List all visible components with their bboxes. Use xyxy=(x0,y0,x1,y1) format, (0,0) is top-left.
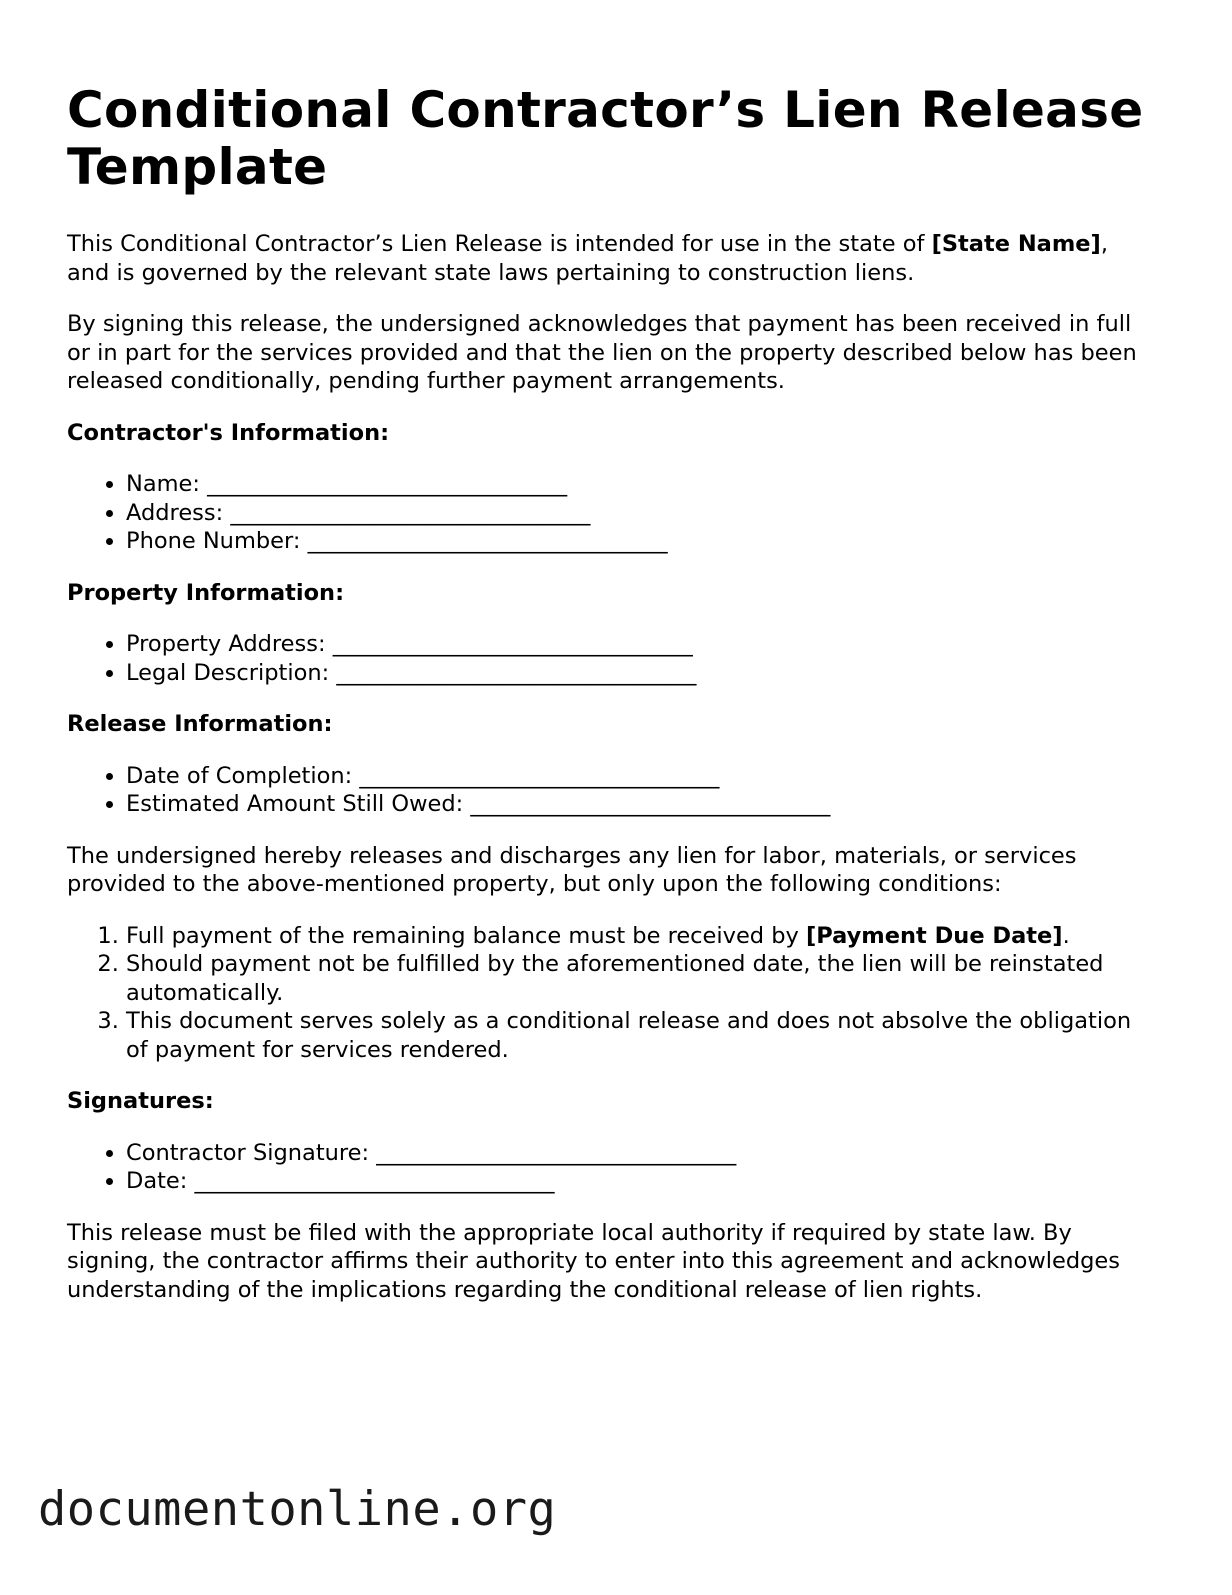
amount-owed-field: • Estimated Amount Still Owed: ________________________________ xyxy=(126,790,1157,819)
site-watermark: documentonline.org xyxy=(38,1482,557,1537)
intro-text-end: , and is governed by the relevant state laws pertaining to construction liens. xyxy=(67,231,1108,286)
completion-date-field: • Date of Completion: ________________________________ xyxy=(126,762,1157,791)
closing-paragraph: This release must be filed with the appropriate local authority if required by state law. By signing, the contractor affirms their authority to enter into this agreement and acknowledges understanding of the implications regarding the conditional release of lien rights. xyxy=(67,1219,1120,1303)
release-statement-paragraph: The undersigned hereby releases and discharges any lien for labor, materials, or services provided to the above-mentioned property, but only upon the following conditions: xyxy=(67,842,1077,897)
condition-1-period: . xyxy=(1062,922,1070,949)
legal-description-field: • Legal Description: ________________________________ xyxy=(126,659,1157,688)
intro-paragraph xyxy=(67,230,1157,287)
document-page xyxy=(67,82,1157,1327)
conditions-list xyxy=(67,922,1157,1065)
acknowledgement-paragraph: By signing this release, the undersigned acknowledges that payment has been received in full or in part for the services provided and that the lien on the property described below has been released conditionally, pending further payment arrangements. xyxy=(67,311,1137,394)
condition-item: 3. This document serves solely as a conditional release and does not absolve the obligation of payment for services rendered. xyxy=(126,1007,1157,1064)
document-title: Conditional Contractor’s Lien Release Template xyxy=(67,81,1144,196)
contractor-name-field: • Name: ________________________________ xyxy=(126,470,1157,499)
property-info-list xyxy=(67,630,1157,687)
signatures-list xyxy=(67,1139,1157,1196)
signature-date-field: • Date: ________________________________ xyxy=(126,1167,1157,1196)
payment-due-date-placeholder: [Payment Due Date] xyxy=(805,922,1063,949)
property-info-heading: Property Information: xyxy=(67,579,345,606)
contractor-phone-field: • Phone Number: ________________________________ xyxy=(126,527,1157,556)
contractor-info-list xyxy=(67,470,1157,556)
state-name-placeholder: [State Name] xyxy=(931,231,1101,257)
intro-text-start: This Conditional Contractor’s Lien Release is intended for use in the state of xyxy=(67,231,932,257)
signatures-heading: Signatures: xyxy=(67,1088,214,1114)
contractor-address-field: • Address: ________________________________ xyxy=(126,499,1157,528)
contractor-signature-field: • Contractor Signature: ________________________________ xyxy=(126,1139,1157,1168)
condition-1-text: Full payment of the remaining balance must be received by xyxy=(126,922,806,949)
release-info-list xyxy=(67,762,1157,819)
contractor-info-heading: Contractor's Information: xyxy=(67,419,390,446)
condition-item: 2. Should payment not be fulfilled by the aforementioned date, the lien will be reinstated automatically. xyxy=(126,950,1157,1007)
release-info-heading: Release Information: xyxy=(67,711,333,737)
condition-item xyxy=(126,922,1157,951)
property-address-field: • Property Address: ________________________________ xyxy=(126,630,1157,659)
